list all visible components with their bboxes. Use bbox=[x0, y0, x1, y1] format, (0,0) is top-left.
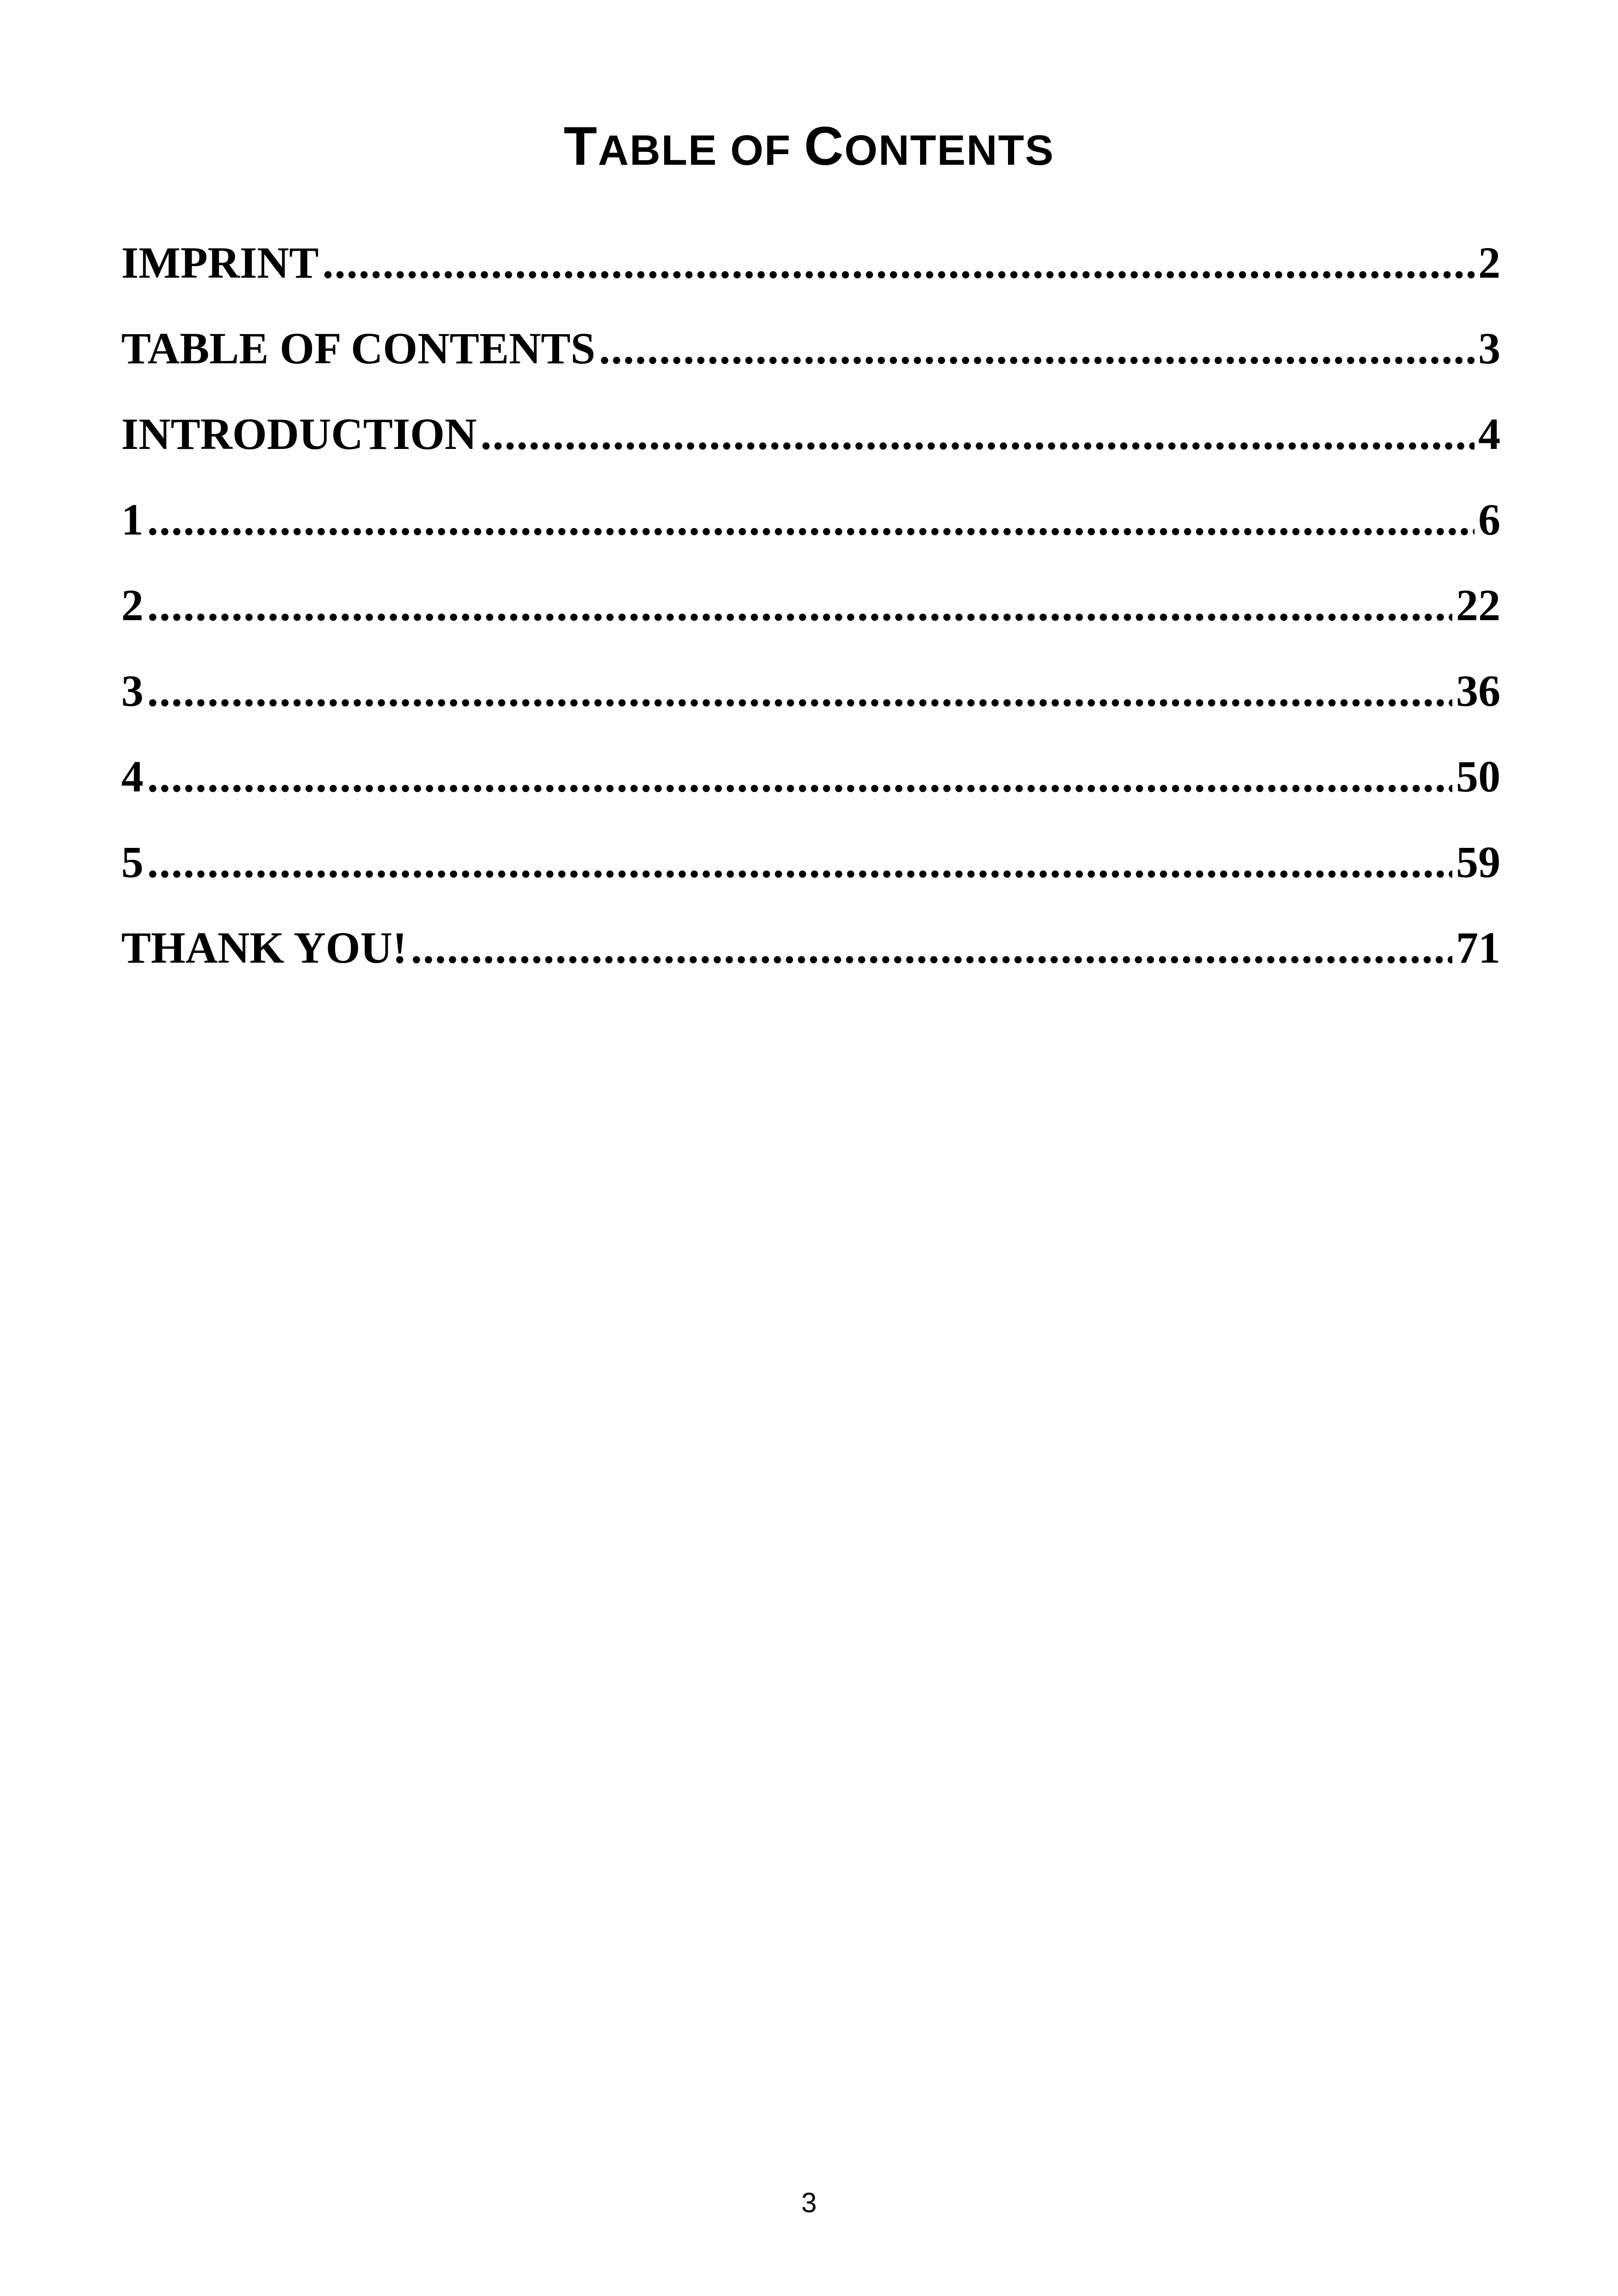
toc-entry-introduction[interactable] bbox=[121, 402, 1500, 487]
toc-entry-chapter-1[interactable] bbox=[121, 487, 1500, 573]
dot-leader bbox=[599, 316, 1475, 381]
toc-entry-page: 4 bbox=[1478, 409, 1500, 459]
toc-entry-imprint[interactable] bbox=[121, 230, 1500, 316]
dot-leader bbox=[147, 573, 1452, 638]
dot-leader bbox=[147, 830, 1452, 895]
toc-entry-label: 5 bbox=[121, 837, 143, 887]
toc-entry-label: INTRODUCTION bbox=[121, 409, 477, 459]
dot-leader bbox=[411, 915, 1452, 980]
toc-entry-label: 2 bbox=[121, 580, 143, 630]
toc-entry-thank-you[interactable] bbox=[121, 915, 1500, 1001]
page-title: TABLE OF CONTENTS bbox=[563, 116, 1055, 177]
toc-entry-chapter-4[interactable] bbox=[121, 744, 1500, 830]
dot-leader bbox=[147, 487, 1475, 552]
dot-leader bbox=[147, 744, 1452, 809]
toc-entry-page: 22 bbox=[1456, 580, 1500, 630]
toc-entry-label: IMPRINT bbox=[121, 238, 319, 287]
toc-entry-page: 50 bbox=[1456, 752, 1500, 801]
toc-entry-page: 6 bbox=[1478, 495, 1500, 544]
dot-leader bbox=[323, 230, 1475, 295]
toc-entry-table-of-contents[interactable] bbox=[121, 316, 1500, 402]
toc-entry-page: 3 bbox=[1478, 324, 1500, 373]
toc-entry-page: 71 bbox=[1456, 923, 1500, 972]
table-of-contents bbox=[121, 230, 1500, 1001]
toc-entry-page: 59 bbox=[1456, 837, 1500, 887]
dot-leader bbox=[147, 659, 1452, 723]
toc-entry-chapter-2[interactable] bbox=[121, 573, 1500, 659]
toc-entry-chapter-3[interactable] bbox=[121, 659, 1500, 744]
toc-entry-label: 3 bbox=[121, 666, 143, 716]
page-number: 3 bbox=[801, 2187, 817, 2218]
toc-entry-label: THANK YOU! bbox=[121, 923, 407, 972]
toc-entry-label: 4 bbox=[121, 752, 143, 801]
toc-entry-page: 2 bbox=[1478, 238, 1500, 287]
toc-entry-label: TABLE OF CONTENTS bbox=[121, 324, 596, 373]
toc-entry-chapter-5[interactable] bbox=[121, 830, 1500, 915]
dot-leader bbox=[480, 402, 1475, 467]
toc-entry-label: 1 bbox=[121, 495, 143, 544]
toc-entry-page: 36 bbox=[1456, 666, 1500, 716]
